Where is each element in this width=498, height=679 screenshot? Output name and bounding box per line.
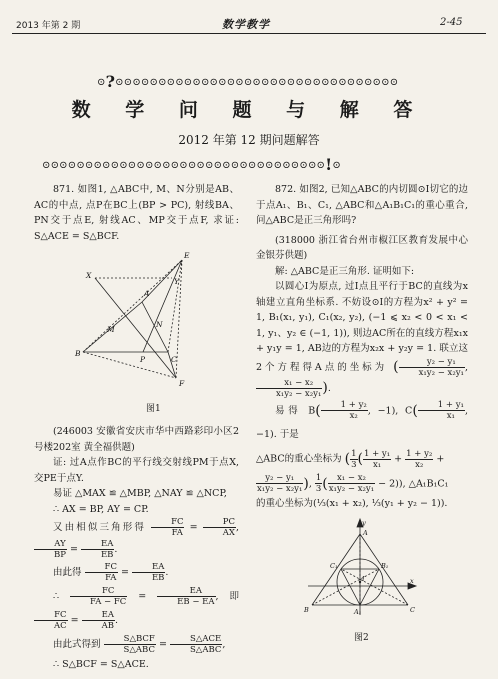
- ji-word: , 即: [215, 591, 239, 602]
- solution-step-2-text: 以圆心I为原点, 过I点且平行于BC的直线为x轴建立直角坐标系. 不妨设⊙I的方程为x² + y² = 1, B₁(x₁, y₁), C₁(x₂, y₂), (−1 ⩽ x₂ < 0 < x₁ < 1, y₁、y₂ ∈ (−1, 1)), 则边AC所在的直线方程x₁x + y₁y = 1, AB边的方程为x₂x + y₂y = 1. 联立这2个方程得A点的坐标为: [256, 281, 468, 373]
- frac-num: PC: [203, 517, 236, 528]
- frac-den: x₂: [349, 411, 358, 421]
- solution-step-3-tail: , −1). 于是: [256, 405, 468, 440]
- frac-num: x₁ − x₂: [256, 378, 322, 389]
- fraction: [157, 586, 215, 607]
- label-b: B: [304, 606, 309, 614]
- frac-den: S△ABC: [189, 645, 222, 655]
- author-872: (318000 浙江省台州市椒江区教育发展中心 金银芬供题): [256, 234, 468, 261]
- label-y: Y: [174, 277, 179, 286]
- solution-step-4-lead: △ABC的重心坐标为: [256, 453, 342, 465]
- label-c: C: [171, 355, 177, 364]
- proof-step-7: 由此式得到 $\frac{\text{S△BCF}}{\text{S△ABC}}$ = $\frac{\text{S△ACE}}{\text{S△ABC}}$ ,: [53, 634, 226, 655]
- frac-num: EA: [157, 586, 215, 597]
- solution-step-1: 解: △ABC是正三角形. 证明如下:: [275, 265, 415, 277]
- solution-step-3-lead: 易得 B: [275, 405, 316, 416]
- proof-conclusion: ∴ S△BCF = S△ACE.: [53, 659, 149, 670]
- fraction: [104, 634, 156, 655]
- frac-den: x₁y₂ − x₂y₁: [276, 388, 322, 399]
- label-c: C: [410, 606, 415, 614]
- frac-num: EA: [81, 539, 114, 550]
- frac-num: 1 + y₁: [363, 448, 391, 459]
- proof-step-3: ∴ AX = BP, AY = CP.: [53, 503, 149, 515]
- proof-step-7-lead: 由此式得到: [53, 639, 101, 650]
- frac-num: FC: [70, 586, 127, 597]
- proof-step-5-lead: 由此得: [53, 567, 82, 578]
- frac-num: 1: [351, 448, 357, 459]
- frac-num: 1 + y₁: [418, 400, 465, 411]
- figure-2: [300, 517, 420, 622]
- label-a: A: [144, 289, 150, 298]
- label-c1: C₁: [330, 562, 338, 570]
- exclamation-icon: !: [325, 155, 333, 174]
- line-be-dashed: [83, 260, 182, 352]
- frac-den: x₁y₂ − x₂y₁: [418, 367, 464, 378]
- section-title: 数 学 问 题 与 解 答: [71, 99, 427, 121]
- fraction: [321, 400, 368, 421]
- fraction: [418, 400, 465, 421]
- frac-num: FC: [34, 610, 68, 621]
- frac-num: y₂ − y₁: [399, 357, 465, 368]
- c-lead: , −1), C: [367, 405, 413, 416]
- frac-den: S△ABC: [123, 645, 155, 655]
- center-point: [359, 581, 361, 583]
- issue-label: 2013 年第 2 期: [16, 21, 81, 31]
- frac-num: x₁ − x₂: [328, 473, 375, 484]
- label-a1: A₁: [354, 608, 362, 616]
- frac-num: y₂ − y₁: [256, 473, 303, 484]
- solution-step-4: △ABC的重心坐标为 ( $\frac{1}{3}$ ( $\frac{\text{1 + y₁}}{\text{x₁}}$ + $\frac{\text{1 + y₂}}{\text{x₂}}$ +: [256, 448, 445, 470]
- fraction: [85, 562, 118, 583]
- paren-open: (: [393, 358, 399, 375]
- proof-step-6: ∴ $\frac{FC}{FA - FC}$ = $\frac{EA}{EB - EA}$ , 即 $\frac{FC}{AC}$ = $\frac{EA}{AB}$ .: [34, 585, 239, 633]
- frac-num: 1: [315, 473, 322, 483]
- solution-step-6: 的重心坐标为(⅓(x₁ + x₂), ⅓(y₁ + y₂ − 1)).: [256, 498, 448, 509]
- proof-step-4-lead: 又由相似三角形得: [53, 522, 146, 533]
- label-n: N: [156, 320, 163, 329]
- problem-871: [34, 182, 239, 244]
- paren-close: ): [303, 475, 309, 492]
- label-y: y: [362, 519, 366, 527]
- fraction: [34, 610, 68, 631]
- label-m: M: [107, 325, 115, 334]
- page-number: 2-45: [440, 17, 463, 28]
- question-mark-icon: ?: [105, 72, 116, 91]
- fraction: [132, 562, 165, 583]
- frac-den: EB: [100, 550, 114, 560]
- fraction: [82, 610, 115, 631]
- therefore-symbol: ∴: [53, 591, 60, 602]
- frac-den: x₁: [446, 411, 455, 421]
- frac-den: 3: [315, 484, 322, 494]
- frac-num: EA: [82, 610, 115, 621]
- frac-den: x₁: [372, 459, 382, 470]
- frac-num: EA: [132, 562, 165, 573]
- fraction: [170, 634, 222, 655]
- label-x: X: [86, 271, 92, 280]
- problem-872: [256, 182, 468, 512]
- frac-den: FA − FC: [90, 597, 127, 607]
- decor-circle-icon: ⊙: [97, 77, 106, 88]
- figure-1-caption: 图1: [146, 404, 161, 414]
- running-header: [0, 0, 498, 40]
- proof-step-1: 证: 过A点作BC的平行线交射线PM于点X, 交PE于点Y.: [34, 457, 239, 484]
- label-b1: B₁: [381, 562, 389, 570]
- decor-row-bottom: [42, 155, 341, 174]
- frac-den: x₂: [415, 459, 424, 470]
- fraction: [256, 473, 303, 494]
- problem-871-solution: [34, 424, 239, 673]
- author-871: (246003 安徽省安庆市华中西路彩印小区2号楼202室 黄全福供题): [34, 426, 239, 453]
- label-i: I: [362, 575, 365, 583]
- figure-1: [50, 248, 245, 393]
- frac-den: AC: [54, 621, 67, 631]
- frac-num: 1 + y₂: [321, 400, 368, 411]
- frac-num: S△BCF: [104, 634, 156, 645]
- frac-den: x₁y₂ − x₂y₁: [257, 484, 303, 494]
- paren-open: (: [412, 402, 418, 419]
- decor-circle-icon: ⊙: [332, 160, 341, 171]
- proof-step-4: 又由相似三角形得 $\frac{FC}{FA}$ = $\frac{PC}{AX}$ , $\frac{AY}{BP}$ = $\frac{EA}{EB}$ .: [34, 517, 239, 561]
- frac-den: x₁y₂ − x₂y₁: [328, 484, 375, 494]
- solution-step-5-tail: − 2)), △A₁B₁C₁: [378, 478, 449, 489]
- fraction: [405, 449, 433, 470]
- label-f: F: [179, 379, 185, 388]
- header-rule: [12, 33, 486, 34]
- label-a: A: [363, 529, 368, 537]
- fraction: [203, 517, 236, 538]
- frac-den: FA: [105, 573, 117, 583]
- paren-close: ): [322, 379, 328, 396]
- paren-open: (: [322, 475, 328, 492]
- fraction: [256, 378, 322, 399]
- frac-den: 3: [351, 459, 357, 470]
- problem-871-statement: 871. 如图1, △ABC中, M、N分别是AB、AC的中点, 点P在BC上(BP > PC), 射线BA、PN交于点E, 射线AC、MP交于点F, 求证: S△ACE = S△BCF.: [34, 184, 239, 242]
- line-bf: [83, 352, 176, 378]
- decor-circles: ⊙⊙⊙⊙⊙⊙⊙⊙⊙⊙⊙⊙⊙⊙⊙⊙⊙⊙⊙⊙⊙⊙⊙⊙⊙⊙⊙⊙⊙⊙⊙⊙⊙: [115, 77, 399, 88]
- fraction: [399, 357, 465, 378]
- proof-step-2: 易证 △MAX ≌ △MBP, △NAY ≌ △NCP,: [53, 488, 227, 499]
- fraction: [350, 449, 357, 470]
- frac-den: FA: [171, 528, 183, 538]
- frac-num: S△ACE: [170, 634, 222, 645]
- decor-row-top: [97, 72, 398, 91]
- decor-circles: ⊙⊙⊙⊙⊙⊙⊙⊙⊙⊙⊙⊙⊙⊙⊙⊙⊙⊙⊙⊙⊙⊙⊙⊙⊙⊙⊙⊙⊙⊙⊙⊙⊙: [42, 160, 326, 171]
- line-pe: [143, 260, 182, 352]
- proof-step-5: 由此得 $\frac{FC}{FA}$ = $\frac{EA}{EB}$ .: [53, 562, 169, 583]
- frac-num: FC: [151, 517, 184, 528]
- frac-den: AX: [222, 528, 235, 538]
- fraction: [363, 449, 391, 470]
- solution-step-5: $\frac{\text{y₂ − y₁}}{\text{x₁y₂ − x₂y₁}}$ ), $\frac{1}{3}$ ( $\frac{\text{x₁ − x₂}}{\text{x₁y₂ − x₂y₁}}$ − 2)), △A₁B₁C₁: [257, 473, 449, 494]
- frac-num: FC: [85, 562, 118, 573]
- solution-step-2: 以圆心I为原点, 过I点且平行于BC的直线为x轴建立直角坐标系. 不妨设⊙I的方程为x² + y² = 1, B₁(x₁, y₁), C₁(x₂, y₂), (−1 ⩽ x₂ < 0 < x₁ < 1, y₁、y₂ ∈ (−1, 1)), 则边AC所在的直线方程x₁x + y₁y = 1, AB边的方程为x₂x + y₂y = 1. 联立这2个方程得A点的坐标为 ( $\frac{\text{y₂ − y₁}}{\text{x₁y₂ − x₂y₁}}$ , $\frac{\text{x₁ − x₂}}{\text{x₁y₂ − x₂y₁}}$ ).: [256, 281, 468, 399]
- label-b: B: [75, 349, 81, 358]
- paren-open: (: [357, 451, 363, 467]
- journal-name: 数学教学: [222, 18, 270, 31]
- solution-step-3: [256, 399, 468, 448]
- label-e: E: [184, 251, 190, 260]
- section-subtitle: 2012 年第 12 期问题解答: [178, 133, 320, 147]
- figure-2-caption: 图2: [354, 633, 369, 643]
- problem-872-statement: 872. 如图2, 已知△ABC的内切圆⊙I切它的边于点A₁、B₁、C₁, △ABC和△A₁B₁C₁的重心重合, 问△ABC是正三角形吗?: [256, 184, 468, 226]
- line-ce: [168, 260, 182, 352]
- label-p: P: [140, 355, 146, 364]
- frac-den: EB − EA: [177, 597, 215, 607]
- frac-den: AB: [101, 621, 115, 631]
- paren-open: (: [344, 451, 351, 467]
- fraction: [81, 539, 114, 560]
- fraction: [34, 539, 67, 560]
- fraction: [328, 473, 375, 494]
- fraction: [70, 586, 127, 607]
- label-x: x: [410, 577, 414, 585]
- frac-den: BP: [54, 550, 66, 560]
- frac-num: 1 + y₂: [406, 448, 433, 459]
- fraction: [151, 517, 184, 538]
- frac-num: AY: [34, 539, 67, 550]
- frac-den: EB: [151, 573, 165, 583]
- paren-open: (: [315, 402, 321, 419]
